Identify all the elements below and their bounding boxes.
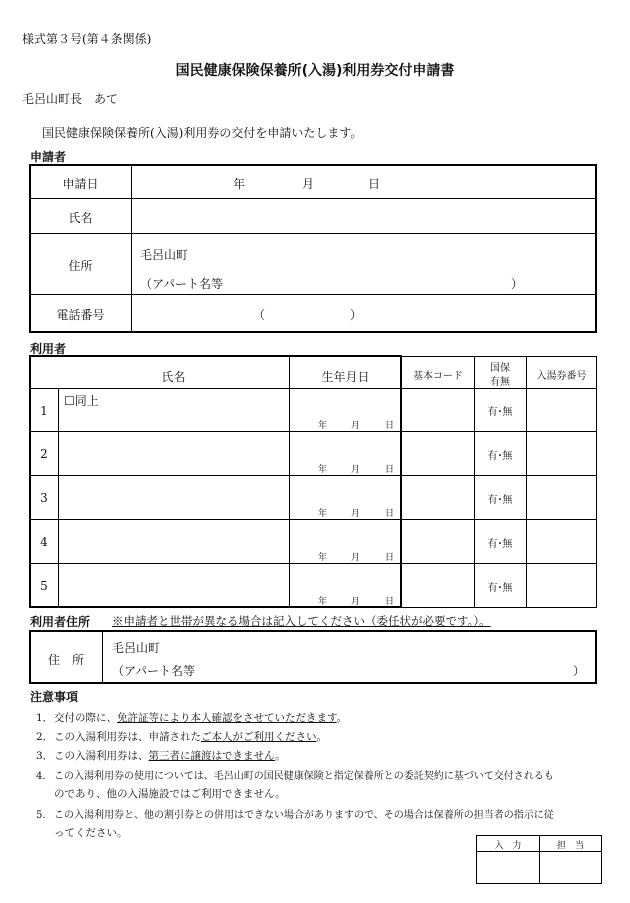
- users-header-name: 氏名: [161, 370, 186, 384]
- users-row-number: 4: [40, 535, 48, 549]
- user-address-apartment-open: （アパート名等: [112, 664, 196, 678]
- user-address-label: 利用者住所: [30, 615, 91, 629]
- date-day-label: 日: [368, 177, 381, 191]
- note-item: [36, 710, 347, 725]
- date-month-label: 月: [302, 177, 315, 191]
- note-text-end: 。: [275, 750, 286, 762]
- note-number: 3．: [36, 750, 54, 762]
- note-text: この入湯利用券の使用については、毛呂山町の国民健康保険と指定保養所との委託契約に基づいて交付されるも: [54, 771, 554, 782]
- insurance-yes-no[interactable]: 有･無: [487, 583, 513, 594]
- insurance-yes-no[interactable]: 有･無: [487, 407, 513, 418]
- office-input-label: 入 力: [494, 841, 522, 851]
- user-address-note: ※申請者と世帯が異なる場合は記入してください（委任状が必要です。）。: [112, 614, 491, 628]
- birth-month-label: 月: [351, 421, 361, 431]
- user-address-town: 毛呂山町: [112, 641, 161, 655]
- phone-close-paren: ）: [350, 308, 363, 322]
- statement: 国民健康保険保養所(入湯)利用券の交付を申請いたします。: [42, 126, 363, 140]
- birth-month-label: 月: [351, 465, 361, 475]
- birth-year-label: 年: [318, 553, 328, 563]
- addressee: 毛呂山町長 あて: [22, 92, 119, 106]
- users-row-number: 5: [40, 579, 48, 593]
- users-row-number: 2: [40, 447, 48, 461]
- users-row-number: 3: [40, 491, 48, 505]
- applicant-town: 毛呂山町: [140, 248, 189, 262]
- note-text: この入湯利用券は、: [54, 750, 149, 762]
- note-text-end: 。: [336, 712, 348, 724]
- insurance-yes-no[interactable]: 有･無: [487, 451, 513, 462]
- note-text: この入湯利用券は、申請された: [54, 731, 201, 743]
- users-header-insurance-1: 国保: [490, 363, 510, 374]
- birth-day-label: 日: [385, 465, 395, 475]
- notes-title: 注意事項: [30, 690, 79, 704]
- applicant-name-label: 氏名: [68, 211, 93, 225]
- note-emphasis: ご本人がご利用ください: [201, 731, 317, 743]
- birth-day-label: 日: [385, 597, 395, 607]
- form-number: 様式第３号(第４条関係): [22, 32, 152, 46]
- note-number: 4．: [36, 771, 53, 782]
- birth-day-label: 日: [385, 553, 395, 563]
- page-title: 国民健康保険保養所(入湯)利用券交付申請書: [175, 63, 455, 79]
- date-year-label: 年: [233, 177, 246, 191]
- note-emphasis: 第三者に譲渡はできません: [148, 750, 276, 762]
- application-date-label: 申請日: [62, 177, 99, 191]
- birth-day-label: 日: [385, 509, 395, 519]
- note-text-end: 。: [316, 731, 327, 743]
- note-item: [36, 806, 554, 821]
- birth-year-label: 年: [318, 421, 328, 431]
- note-item: [36, 748, 286, 763]
- note-item: [36, 767, 554, 782]
- note-number: 5．: [36, 810, 53, 821]
- users-header-ticket-number: 入湯券番号: [536, 371, 587, 382]
- birth-month-label: 月: [351, 597, 361, 607]
- note-item-continuation: のであり、他の入湯施設ではご利用できません。: [54, 788, 286, 800]
- note-number: 2．: [36, 731, 54, 743]
- applicant-address-label: 住所: [68, 259, 93, 273]
- users-section-label: 利用者: [30, 342, 67, 356]
- office-staff-label: 担 当: [556, 841, 584, 851]
- users-header-birthdate: 生年月日: [321, 370, 370, 384]
- note-number: 1．: [36, 712, 54, 724]
- note-item: [36, 729, 327, 744]
- birth-year-label: 年: [318, 597, 328, 607]
- user-address-field-label: 住 所: [47, 653, 84, 667]
- applicant-apartment-open: （アパート名等: [140, 277, 224, 291]
- user-address-apartment-close: ）: [573, 664, 586, 678]
- users-header-basic-code: 基本コード: [413, 371, 463, 382]
- birth-month-label: 月: [351, 553, 361, 563]
- note-item-continuation: ってください。: [54, 827, 128, 839]
- birth-year-label: 年: [318, 509, 328, 519]
- users-row-number: 1: [40, 404, 48, 418]
- phone-open-paren: （: [253, 308, 266, 322]
- insurance-yes-no[interactable]: 有･無: [487, 495, 513, 506]
- applicant-phone-label: 電話番号: [56, 308, 105, 322]
- birth-day-label: 日: [385, 421, 395, 431]
- users-header-insurance-2: 有無: [490, 377, 510, 388]
- birth-year-label: 年: [318, 465, 328, 475]
- applicant-section-label: 申請者: [30, 150, 67, 164]
- insurance-yes-no[interactable]: 有･無: [487, 539, 513, 550]
- applicant-apartment-close: ）: [511, 277, 524, 291]
- note-emphasis: 免許証等により本人確認をさせていただきます: [117, 712, 337, 724]
- note-text: この入湯利用券と、他の割引券との併用はできない場合がありますので、その場合は保養所の担当者の指示に従: [54, 810, 554, 821]
- same-as-applicant-checkbox[interactable]: ☐同上: [64, 394, 99, 408]
- birth-month-label: 月: [351, 509, 361, 519]
- note-text: 交付の際に、: [54, 712, 117, 724]
